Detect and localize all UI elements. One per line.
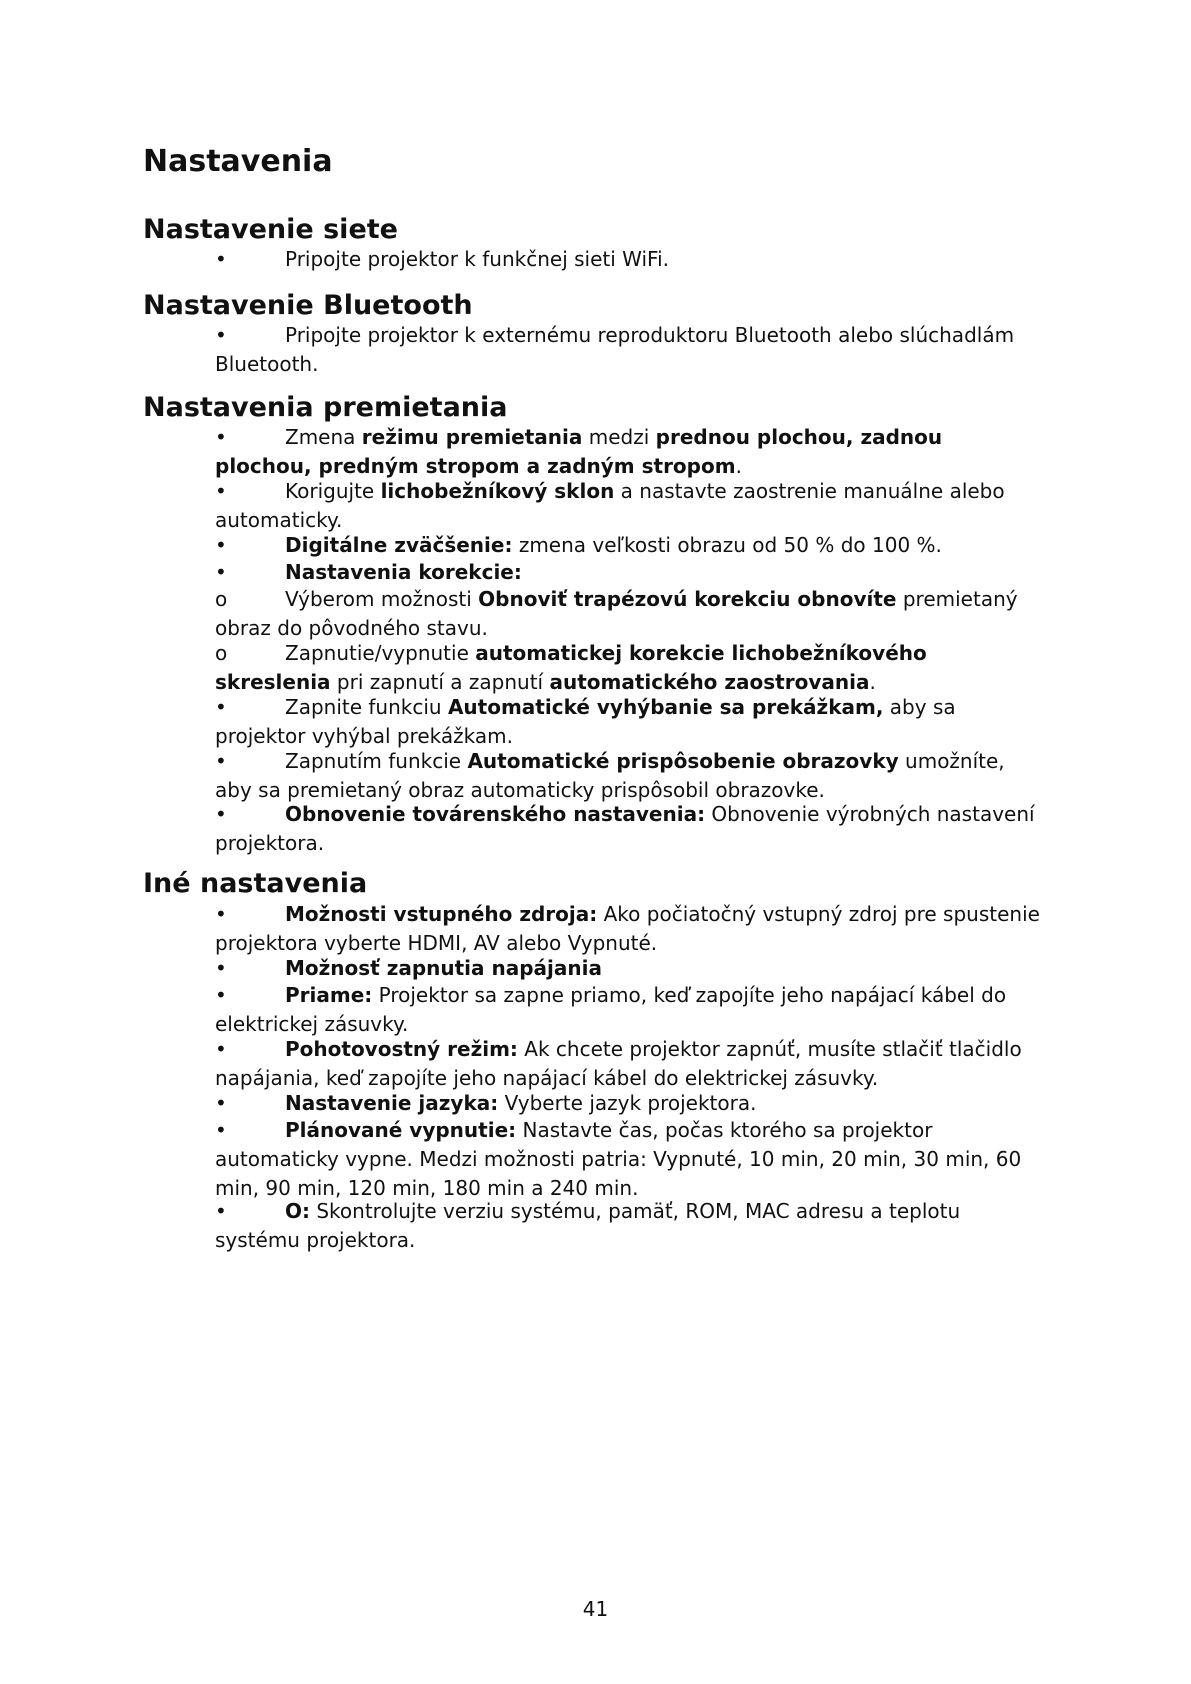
bold-term: prednou plochou, zadnou plochou, predným stropom a zadným stropom — [215, 425, 943, 478]
item-text: Zmena — [285, 425, 362, 449]
list-item — [215, 321, 1045, 379]
item-text: premietaný obraz do pôvodného stavu. — [215, 587, 1018, 640]
item-text: Zapnite funkciu — [285, 695, 448, 719]
bullet-icon: • — [215, 983, 227, 1007]
bold-term: Obnovenie továrenského nastavenia: — [285, 802, 706, 826]
list-item — [215, 800, 1045, 858]
bullet-icon: • — [215, 902, 227, 926]
list-item — [215, 954, 1045, 983]
bullet-icon: • — [215, 323, 227, 347]
bold-term: Obnoviť trapézovú korekciu obnovíte — [478, 587, 897, 611]
bullet-icon: • — [215, 695, 227, 719]
item-text: Pripojte projektor k externému reproduktoru Bluetooth alebo slúchadlám Bluetooth. — [215, 323, 1015, 376]
list-item — [215, 693, 1045, 751]
item-text: Pripojte projektor k funkčnej sieti WiFi. — [285, 247, 669, 271]
bullet-icon: • — [215, 533, 227, 557]
bullet-icon: • — [215, 749, 227, 773]
list-item — [215, 900, 1045, 958]
item-text: aby sa projektor vyhýbal prekážkam. — [215, 695, 956, 748]
item-text: pri zapnutí a zapnutí — [330, 670, 550, 694]
item-text: Vyberte jazyk projektora. — [498, 1091, 757, 1115]
list-item — [215, 558, 1045, 587]
item-text: Korigujte — [285, 479, 381, 503]
bold-term: Priame: — [285, 983, 373, 1007]
list-item — [215, 1089, 1045, 1118]
bold-term: Možnosť zapnutia napájania — [285, 956, 602, 980]
section-heading: Nastavenie Bluetooth — [143, 290, 473, 321]
bold-term: režimu premietania — [361, 425, 583, 449]
list-item — [215, 423, 1045, 481]
list-item — [215, 981, 1045, 1039]
bold-term: automatickej korekcie lichobežníkového skreslenia — [215, 641, 927, 694]
bullet-icon: • — [215, 1118, 227, 1142]
item-text: zmena veľkosti obrazu od 50 % do 100 %. — [512, 533, 942, 557]
list-item — [215, 245, 1045, 274]
bold-term: lichobežníkový sklon — [380, 479, 615, 503]
circle-bullet-icon: o — [215, 641, 228, 665]
list-item — [215, 477, 1045, 535]
bullet-icon: • — [215, 560, 227, 584]
item-text: Zapnutím funkcie — [285, 749, 468, 773]
bullet-icon: • — [215, 479, 227, 503]
item-text: . — [869, 670, 876, 694]
section-heading: Iné nastavenia — [143, 868, 368, 899]
bold-term: Automatické vyhýbanie sa prekážkam, — [447, 695, 884, 719]
item-text: . — [735, 454, 742, 478]
circle-bullet-icon: o — [215, 587, 228, 611]
item-text: Ak chcete projektor zapnúť, musíte stlačiť tlačidlo napájania, keď zapojíte jeho napájací kábel do elektrickej zásuvky. — [215, 1037, 1022, 1090]
item-text: medzi — [582, 425, 656, 449]
item-text: Výberom možnosti — [285, 587, 479, 611]
bold-term: Digitálne zväčšenie: — [285, 533, 513, 557]
page-title: Nastavenia — [143, 144, 333, 179]
bullet-icon: • — [215, 1091, 227, 1115]
bold-term: Možnosti vstupného zdroja: — [285, 902, 598, 926]
bullet-icon: • — [215, 956, 227, 980]
bold-term: O: — [285, 1199, 310, 1223]
list-item — [215, 1116, 1045, 1203]
bold-term: Nastavenia korekcie: — [285, 560, 522, 584]
list-item — [215, 1035, 1045, 1093]
bullet-icon: • — [215, 247, 227, 271]
bullet-icon: • — [215, 802, 227, 826]
bold-term: Automatické prispôsobenie obrazovky — [467, 749, 899, 773]
item-text: Nastavte čas, počas ktorého sa projektor automaticky vypne. Medzi možnosti patria: Vypnuté, 10 min, 20 min, 30 min, 60 min, 90 min, 120 min, 180 min a 240 min. — [215, 1118, 1022, 1200]
bold-term: Nastavenie jazyka: — [285, 1091, 499, 1115]
list-item — [215, 531, 1045, 560]
list-item — [215, 1197, 1045, 1255]
list-item — [215, 639, 1045, 697]
list-item — [215, 747, 1045, 805]
item-text: Skontrolujte verziu systému, pamäť, ROM, MAC adresu a teplotu systému projektora. — [215, 1199, 961, 1252]
item-text: Ako počiatočný vstupný zdroj pre spustenie projektora vyberte HDMI, AV alebo Vypnuté. — [215, 902, 1040, 955]
bold-term: Plánované vypnutie: — [285, 1118, 517, 1142]
list-item — [215, 585, 1045, 643]
section-heading: Nastavenia premietania — [143, 392, 508, 423]
item-text: Zapnutie/vypnutie — [285, 641, 476, 665]
item-text: Projektor sa zapne priamo, keď zapojíte jeho napájací kábel do elektrickej zásuvky. — [215, 983, 1007, 1036]
bullet-icon: • — [215, 425, 227, 449]
page-number: 41 — [582, 1597, 609, 1621]
bold-term: Pohotovostný režim: — [285, 1037, 518, 1061]
section-heading: Nastavenie siete — [143, 214, 398, 245]
item-text: umožníte, aby sa premietaný obraz automaticky prispôsobil obrazovke. — [215, 749, 1005, 802]
bullet-icon: • — [215, 1037, 227, 1061]
item-text: a nastavte zaostrenie manuálne alebo automaticky. — [215, 479, 1005, 532]
bold-term: automatického zaostrovania — [549, 670, 870, 694]
item-text: Obnovenie výrobných nastavení projektora. — [215, 802, 1035, 855]
bullet-icon: • — [215, 1199, 227, 1223]
